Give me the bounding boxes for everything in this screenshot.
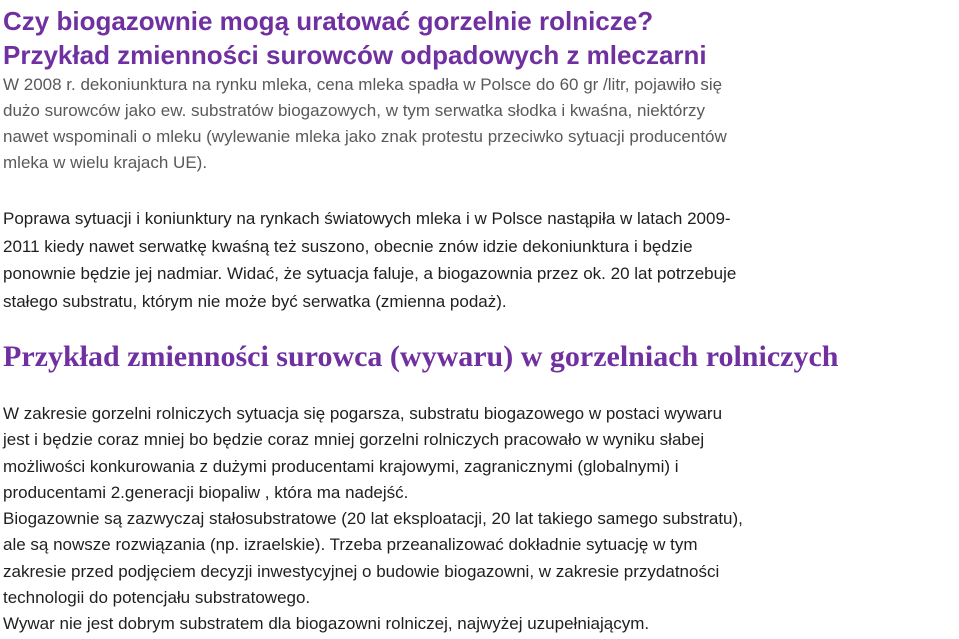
text-line: zakresie przed podjęciem decyzji inwestycyjnej o budowie biogazowni, w zakresie przydatności [3, 561, 720, 581]
text-line: stałego substratu, którym nie może być serwatka (zmienna podaż). [3, 291, 507, 311]
text-line: dużo surowców jako ew. substratów biogazowych, w tym serwatka słodka i kwaśna, niektórzy [3, 101, 706, 120]
title-line-2: Przykład zmienności surowców odpadowych z mleczarni [3, 40, 707, 70]
text-line: W zakresie gorzelni rolniczych sytuacja się pogarsza, substratu biogazowego w postaci wywaru [3, 404, 723, 423]
text-line: technologii do potencjału substratowego. [3, 588, 311, 608]
text-line: 2011 kiedy nawet serwatkę kwaśną też suszono, obecnie znów idzie dekoniunktura i będzie [3, 236, 693, 256]
slide-title [3, 4, 953, 72]
text-line: ale są nowsze rozwiązania (np. izraelskie). Trzeba przeanalizować dokładnie sytuację w tym [3, 535, 698, 555]
title-line-1: Czy biogazownie mogą uratować gorzelnie rolnicze? [3, 6, 654, 36]
section-heading: Przykład zmienności surowca (wywaru) w gorzelniach rolniczych [3, 340, 839, 373]
text-line: W 2008 r. dekoniunktura na rynku mleka, cena mleka spadła w Polsce do 60 gr /litr, pojawiło się [3, 75, 723, 94]
paragraph-distilleries [3, 401, 956, 638]
text-line: ponownie będzie jej nadmiar. Widać, że sytuacja faluje, a biogazownia przez ok. 20 lat potrzebuje [3, 264, 737, 283]
text-line: Poprawa sytuacji i koniunktury na rynkach światowych mleka i w Polsce nastąpiła w latach 2009- [3, 209, 731, 228]
text-line: nawet wspominali o mleku (wylewanie mleka jako znak protestu przeciwko sytuacji producentów [3, 127, 727, 146]
paragraph-milk-market [3, 72, 956, 176]
text-line: producentami 2.generacji biopaliw , która ma nadejść. [3, 482, 409, 502]
text-line: Biogazownie są zazwyczaj stałosubstratowe (20 lat eksploatacji, 20 lat takiego samego substratu), [3, 509, 743, 529]
text-line: mleka w wielu krajach UE). [3, 153, 208, 172]
text-line: jest i będzie coraz mniej bo będzie coraz mniej gorzelni rolniczych pracowało w wyniku słabej [3, 430, 705, 450]
text-line: możliwości konkurowania z dużymi producentami krajowymi, zagranicznymi (globalnymi) i [3, 456, 679, 476]
paragraph-market-recovery [3, 205, 956, 315]
text-line: Wywar nie jest dobrym substratem dla biogazowni rolniczej, najwyżej uzupełniającym. [3, 614, 650, 634]
